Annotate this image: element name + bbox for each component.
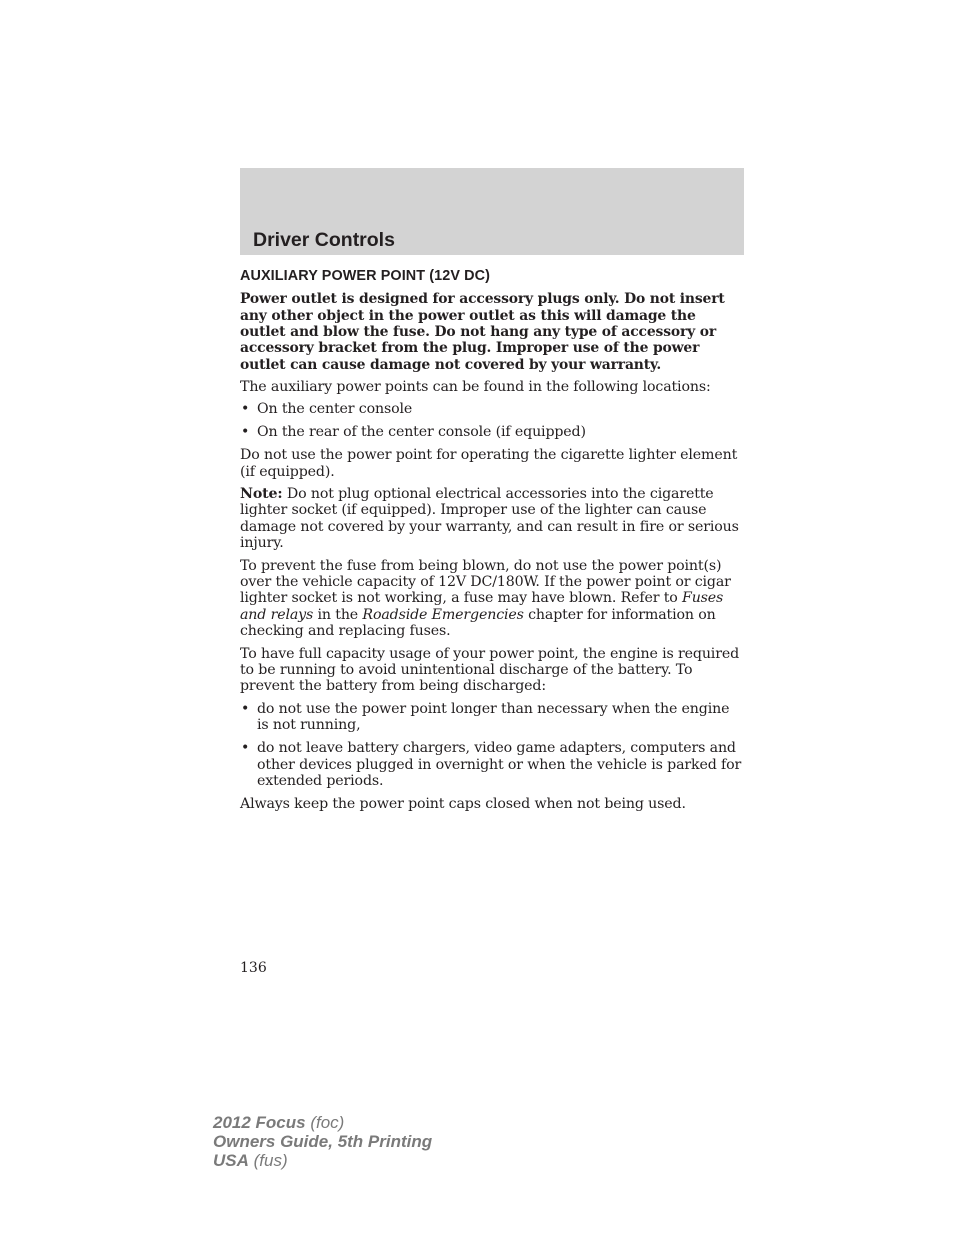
fuses-reference: Fuses and relays — [240, 590, 724, 623]
note-text: Do not plug optional electrical accessories into the cigarette lighter socket (if equipped). Improper use of the lighter can cause damage not covered by your warranty, and can result in fire or serious injury. — [240, 485, 739, 552]
bullet-icon: • — [241, 401, 250, 418]
footer-line-model — [213, 1113, 432, 1132]
document-footer — [213, 1113, 432, 1170]
footer-line-market — [213, 1151, 432, 1170]
bullet-icon: • — [241, 740, 250, 757]
fuse-text: in the — [313, 606, 363, 623]
list-item — [240, 424, 745, 440]
list-item-text: On the center console — [257, 401, 413, 418]
note-label: Note: — [240, 485, 283, 502]
topic-heading: AUXILIARY POWER POINT (12V DC) — [240, 268, 491, 284]
fuse-paragraph — [240, 558, 745, 640]
fuse-text: chapter for information on checking and replacing fuses. — [240, 606, 716, 640]
footer-guide: Owners Guide, 5th Printing — [213, 1132, 433, 1151]
section-header-band — [240, 168, 744, 255]
note-paragraph — [240, 486, 745, 552]
footer-model-code: (foc) — [305, 1113, 345, 1132]
section-title: Driver Controls — [253, 229, 395, 251]
warning-paragraph: Power outlet is designed for accessory plugs only. Do not insert any other object in the power outlet as this will damage the outlet and blow the fuse. Do not hang any type of accessory or accessory bracket from the plug. Improper use of the power outlet can cause damage not covered by your warranty. — [240, 291, 725, 373]
list-item-text: On the rear of the center console (if equipped) — [257, 424, 586, 441]
list-item — [240, 740, 745, 789]
bullet-icon: • — [241, 700, 250, 717]
footer-market: USA — [213, 1151, 249, 1170]
page-number: 136 — [240, 960, 267, 976]
tips-list — [240, 701, 745, 790]
list-item-text: do not leave battery chargers, video game adapters, computers and other devices plugged in overnight or when the vehicle is parked for extended periods. — [257, 740, 742, 789]
chapter-reference: Roadside Emergencies — [362, 606, 524, 623]
closing-paragraph: Always keep the power point caps closed when not being used. — [240, 795, 686, 812]
footer-market-code: (fus) — [248, 1151, 288, 1170]
bullet-icon: • — [241, 424, 250, 441]
footer-model: 2012 Focus — [213, 1113, 306, 1132]
list-item — [240, 701, 745, 734]
lighter-paragraph: Do not use the power point for operating the cigarette lighter element (if equipped). — [240, 447, 738, 480]
locations-list — [240, 401, 745, 440]
intro-paragraph: The auxiliary power points can be found in the following locations: — [240, 378, 711, 395]
list-item — [240, 401, 745, 417]
footer-line-guide — [213, 1132, 432, 1151]
page-content — [240, 268, 745, 818]
capacity-paragraph: To have full capacity usage of your power point, the engine is required to be running to avoid unintentional discharge of the battery. To prevent the battery from being discharged: — [240, 645, 739, 695]
fuse-text: To prevent the fuse from being blown, do not use the power point(s) over the vehicle capacity of 12V DC/180W. If the power point or cigar lighter socket is not working, a fuse may have blown. Refer to — [240, 557, 731, 607]
list-item-text: do not use the power point longer than necessary when the engine is not running, — [257, 700, 730, 734]
